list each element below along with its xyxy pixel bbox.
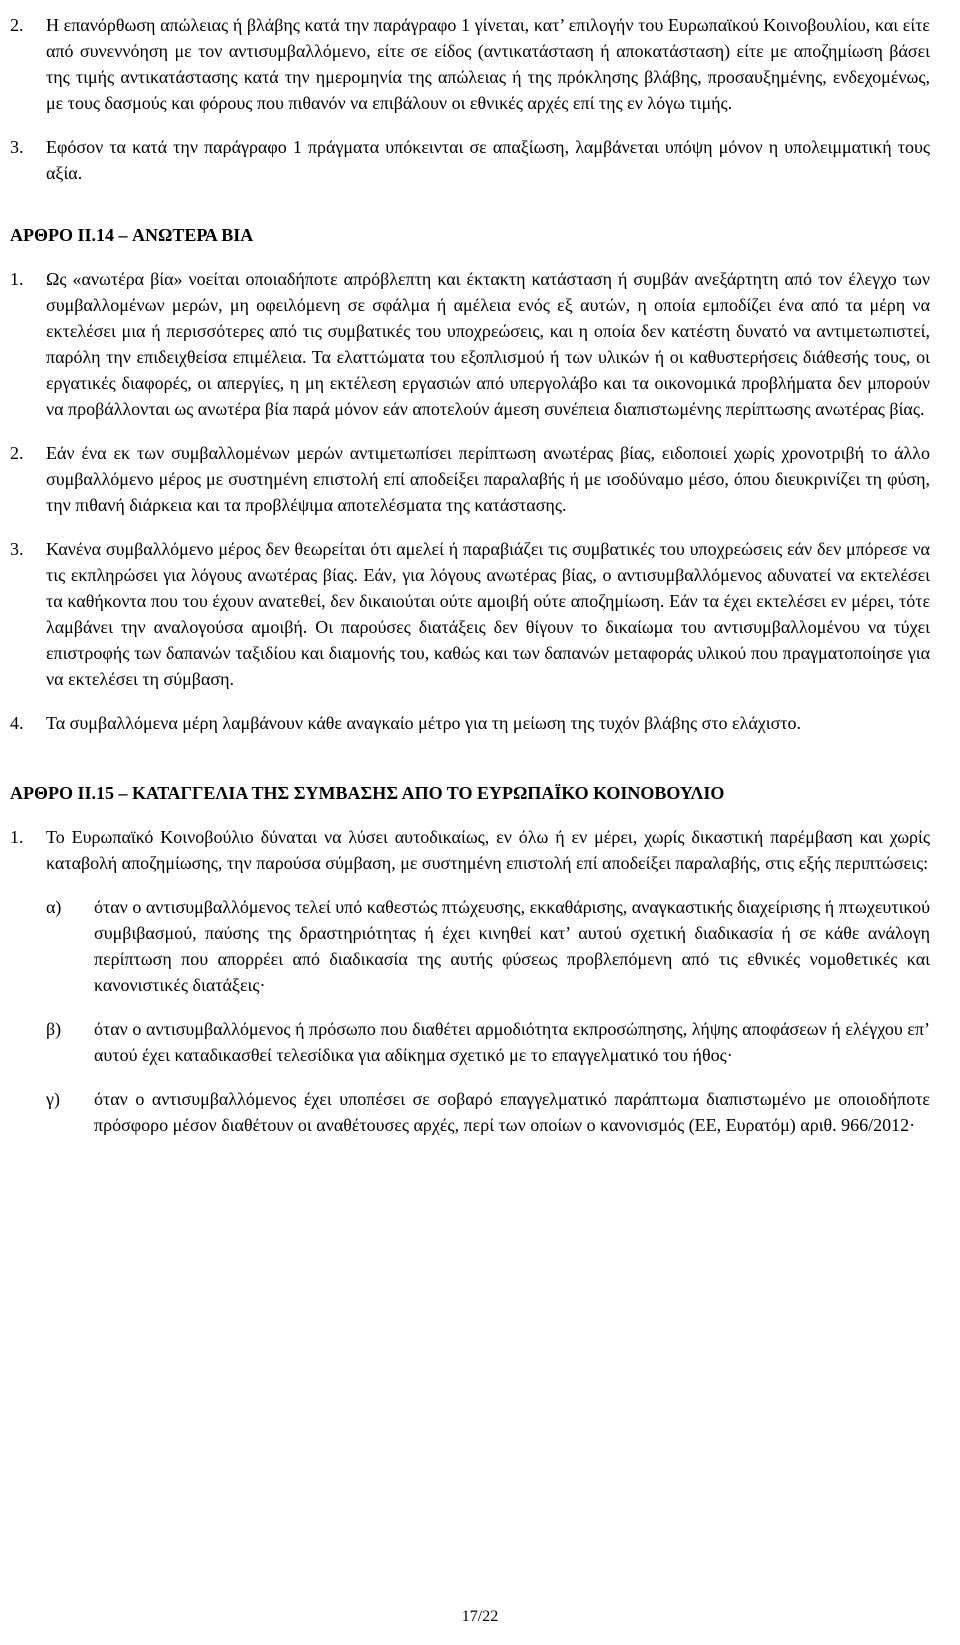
paragraph-1-termination xyxy=(10,824,930,876)
paragraph-2-notification xyxy=(10,440,930,518)
paragraph-3-no-breach xyxy=(10,536,930,692)
paragraph-text: Τα συμβαλλόμενα μέρη λαμβάνουν κάθε αναγκαίο μέτρο για τη μείωση της τυχόν βλάβης στο ελάχιστο. xyxy=(46,713,802,733)
paragraph-number: 4. xyxy=(10,713,24,733)
sub-item-text: όταν ο αντισυμβαλλόμενος ή πρόσωπο που διαθέτει αρμοδιότητα εκπροσώπησης, λήψης αποφάσεων ή ελέγχου επ’ αυτού έχει καταδικασθεί τελεσίδικα για αδίκημα σχετικό με το επαγγελματικό του ήθος· xyxy=(94,1019,930,1065)
sub-item-letter: β) xyxy=(46,1019,62,1039)
sub-item-text: όταν ο αντισυμβαλλόμενος έχει υποπέσει σε σοβαρό επαγγελματικό παράπτωμα διαπιστωμένο με οποιοδήποτε πρόσφορο μέσον διαθέτουν οι αναθέτουσες αρχές, περί των οποίων ο κανονισμός (ΕΕ, Ευρατόμ) αριθ. 966/2012· xyxy=(94,1089,930,1135)
paragraph-text: Το Ευρωπαϊκό Κοινοβούλιο δύναται να λύσει αυτοδικαίως, εν όλω ή εν μέρει, χωρίς δικαστική παρέμβαση και χωρίς καταβολή αποζημίωσης, την παρούσα σύμβαση, με συστημένη επιστολή επί αποδείξει παραλαβής, στις εξής περιπτώσεις: xyxy=(46,827,930,873)
sub-item-b xyxy=(46,1016,930,1068)
paragraph-number: 2. xyxy=(10,443,24,463)
page-number: 17/22 xyxy=(461,1608,499,1625)
paragraph-number: 1. xyxy=(10,269,24,289)
sub-item-text: όταν ο αντισυμβαλλόμενος τελεί υπό καθεστώς πτώχευσης, εκκαθάρισης, αναγκαστικής διαχείρισης ή πτωχευτικού συμβιβασμού, παύσης της δραστηριότητας ή έχει κινηθεί κατ’ αυτού σχετική διαδικασία ή σε κάθε ανάλογη περίπτωση που απορρέει από διαδικασία της αυτής φύσεως προβλεπόμενη από τις εθνικές νομοθετικές και κανονιστικές διατάξεις· xyxy=(94,897,930,995)
paragraph-3-depreciation xyxy=(10,134,930,186)
article-heading-ii-14: ΑΡΘΡΟ II.14 – ΑΝΩΤΕΡΑ ΒΙΑ xyxy=(10,225,254,245)
sub-item-c xyxy=(46,1086,930,1138)
paragraph-number: 1. xyxy=(10,827,24,847)
paragraph-number: 2. xyxy=(10,15,24,35)
paragraph-1-force-majeure-definition xyxy=(10,266,930,422)
sub-item-letter: γ) xyxy=(46,1089,60,1109)
paragraph-text: Εάν ένα εκ των συμβαλλομένων μερών αντιμετωπίσει περίπτωση ανωτέρας βίας, ειδοποιεί χωρίς χρονοτριβή το άλλο συμβαλλόμενο μέρος με συστημένη επιστολή επί αποδείξει παραλαβής ή με ισοδύναμο μέσο, όπου διευκρινίζει τη φύση, την πιθανή διάρκεια και τα προβλέψιμα αποτελέσματα της κατάστασης. xyxy=(46,443,930,515)
article-heading-ii-15: ΑΡΘΡΟ II.15 – ΚΑΤΑΓΓΕΛΙΑ ΤΗΣ ΣΥΜΒΑΣΗΣ ΑΠΟ ΤΟ ΕΥΡΩΠΑΪΚΟ ΚΟΙΝΟΒΟΥΛΙΟ xyxy=(10,783,725,803)
paragraph-2-compensation xyxy=(10,12,930,116)
paragraph-number: 3. xyxy=(10,137,24,157)
paragraph-text: Ως «ανωτέρα βία» νοείται οποιαδήποτε απρόβλεπτη και έκτακτη κατάσταση ή συμβάν ανεξάρτητη από τον έλεγχο των συμβαλλομένων μερών, μη οφειλόμενη σε σφάλμα ή αμέλεια ενός εξ αυτών, η οποία εμποδίζει ένα από τα μέρη να εκτελέσει μια ή περισσότερες από τις συμβατικές του υποχρεώσεις, και η οποία δεν κατέστη δυνατό να αντιμετωπιστεί, παρόλη την επιδειχθείσα επιμέλεια. Τα ελαττώματα του εξοπλισμού ή των υλικών ή οι καθυστερήσεις διάθεσής τους, οι εργατικές διαφορές, οι απεργίες, η μη εκτέλεση εργασιών από υπεργολάβο και τα οικονομικά προβλήματα δεν μπορούν να προβάλλονται ως ανωτέρα βία παρά μόνον εάν αποτελούν άμεση συνέπεια διαπιστωμένης περίπτωσης ανωτέρας βίας. xyxy=(46,269,930,419)
paragraph-text: Κανένα συμβαλλόμενο μέρος δεν θεωρείται ότι αμελεί ή παραβιάζει τις συμβατικές του υποχρεώσεις εάν δεν μπόρεσε να τις εκπληρώσει για λόγους ανωτέρας βίας. Εάν, για λόγους ανωτέρας βίας, ο αντισυμβαλλόμενος αδυνατεί να εκτελέσει τα καθήκοντα που του έχουν ανατεθεί, δεν δικαιούται ούτε αμοιβή ούτε αποζημίωση. Εάν τα έχει εκτελέσει εν μέρει, τότε λαμβάνει την αναλογούσα αμοιβή. Οι παρούσες διατάξεις δεν θίγουν το δικαίωμα του αντισυμβαλλομένου να τύχει επιστροφής των δαπανών ταξιδίου και διαμονής του, καθώς και των δαπανών μεταφοράς υλικού που πραγματοποίησε για να εκτελέσει τη σύμβαση. xyxy=(46,539,930,689)
sub-item-a xyxy=(46,894,930,998)
paragraph-4-minimise-damage xyxy=(10,710,930,736)
sub-item-letter: α) xyxy=(46,897,62,917)
paragraph-number: 3. xyxy=(10,539,24,559)
paragraph-text: Εφόσον τα κατά την παράγραφο 1 πράγματα υπόκεινται σε απαξίωση, λαμβάνεται υπόψη μόνον η υπολειμματική τους αξία. xyxy=(46,137,930,183)
paragraph-text: Η επανόρθωση απώλειας ή βλάβης κατά την παράγραφο 1 γίνεται, κατ’ επιλογήν του Ευρωπαϊκού Κοινοβουλίου, και είτε από συνεννόηση με τον αντισυμβαλλόμενο, είτε σε είδος (αντικατάσταση ή αποκατάσταση) είτε με αποζημίωση βάσει της τιμής αντικατάστασης κατά την ημερομηνία της απώλειας ή της πρόκλησης βλάβης, προσαυξημένης, ενδεχομένως, με τους δασμούς και φόρους που πιθανόν να επιβάλουν οι εθνικές αρχές επί της εν λόγω τιμής. xyxy=(46,15,930,113)
